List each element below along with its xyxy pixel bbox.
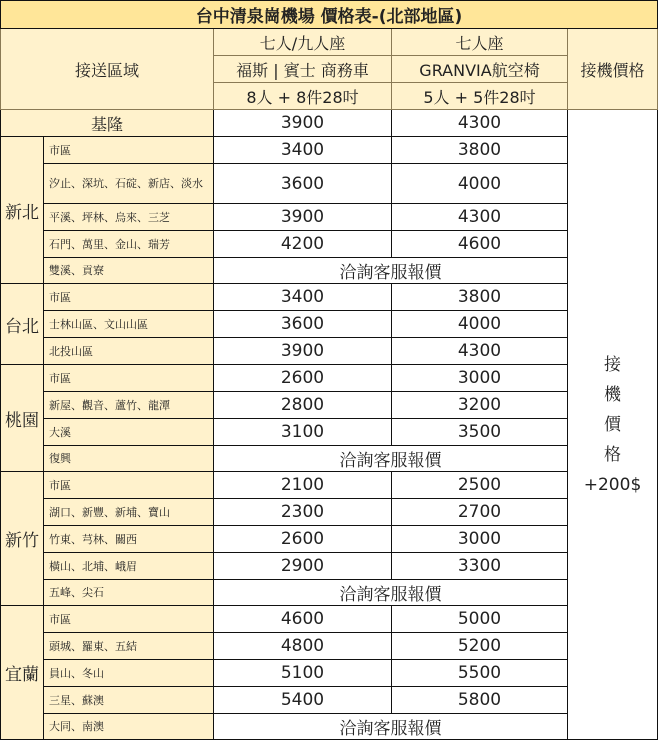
- zone-name: 市區: [44, 606, 214, 633]
- table-row: [1, 553, 658, 580]
- table-row: [1, 258, 658, 284]
- price-b: 5000: [392, 606, 568, 633]
- price-a: 4200: [214, 231, 392, 258]
- vehicle-b-capacity: 5人 + 5件28吋: [392, 83, 568, 110]
- zone-name: 頭城、羅東、五結: [44, 633, 214, 660]
- vehicle-a-model: 福斯 | 賓士 商務車: [214, 56, 392, 83]
- vehicle-b-model: GRANVIA航空椅: [392, 56, 568, 83]
- table-row: [1, 606, 658, 633]
- table-row: [1, 137, 658, 164]
- pickup-note-char: 價: [604, 414, 621, 435]
- pickup-surcharge-note: [568, 110, 658, 740]
- table-row: [1, 110, 658, 137]
- pickup-note-char: 機: [604, 384, 621, 405]
- zone-name: 市區: [44, 284, 214, 311]
- price-a: 2600: [214, 365, 392, 392]
- price-a: 3400: [214, 137, 392, 164]
- price-a: 2800: [214, 392, 392, 419]
- table-row: [1, 164, 658, 204]
- quote-on-request: 洽詢客服報價: [214, 258, 568, 284]
- region-name: 新北: [1, 137, 44, 284]
- price-b: 4300: [392, 204, 568, 231]
- vehicle-b-class: 七人座: [392, 29, 568, 56]
- zone-name: 員山、冬山: [44, 660, 214, 687]
- price-a: 2300: [214, 499, 392, 526]
- zone-name: 石門、萬里、金山、瑞芳: [44, 231, 214, 258]
- zone-name: 士林山區、文山山區: [44, 311, 214, 338]
- price-a: 5400: [214, 687, 392, 714]
- table-row: [1, 633, 658, 660]
- price-b: 3000: [392, 365, 568, 392]
- vehicle-a-capacity: 8人 + 8件28吋: [214, 83, 392, 110]
- region-name: 新竹: [1, 472, 44, 606]
- table-row: [1, 687, 658, 714]
- quote-on-request: 洽詢客服報價: [214, 580, 568, 606]
- price-b: 2500: [392, 472, 568, 499]
- price-a: 2900: [214, 553, 392, 580]
- zone-name: 三星、蘇澳: [44, 687, 214, 714]
- vehicle-a-class: 七人/九人座: [214, 29, 392, 56]
- table-title: 台中清泉崗機場 價格表-(北部地區): [1, 1, 658, 29]
- region-keelung: 基隆: [1, 110, 214, 137]
- price-b: 4000: [392, 311, 568, 338]
- price-a: 3900: [214, 338, 392, 365]
- price-a: 3100: [214, 419, 392, 446]
- price-b: 5200: [392, 633, 568, 660]
- zone-name: 復興: [44, 446, 214, 472]
- price-a: 3400: [214, 284, 392, 311]
- zone-name: 北投山區: [44, 338, 214, 365]
- zone-name: 大溪: [44, 419, 214, 446]
- price-b: 4000: [392, 164, 568, 204]
- pickup-surcharge-amount: +200$: [583, 474, 642, 495]
- area-header: 接送區域: [1, 29, 214, 110]
- table-row: [1, 311, 658, 338]
- quote-on-request: 洽詢客服報價: [214, 446, 568, 472]
- table-row: [1, 714, 658, 740]
- zone-name: 雙溪、貢寮: [44, 258, 214, 284]
- zone-name: 市區: [44, 137, 214, 164]
- price-b: 3000: [392, 526, 568, 553]
- price-a: 2600: [214, 526, 392, 553]
- table-row: [1, 580, 658, 606]
- price-b: 3800: [392, 137, 568, 164]
- table-row: [1, 284, 658, 311]
- price-b: 2700: [392, 499, 568, 526]
- table-row: [1, 660, 658, 687]
- table-row: [1, 365, 658, 392]
- price-b: 4300: [392, 338, 568, 365]
- table-row: [1, 419, 658, 446]
- zone-name: 市區: [44, 365, 214, 392]
- price-b: 3300: [392, 553, 568, 580]
- table-row: [1, 338, 658, 365]
- pickup-price-header: 接機價格: [568, 29, 658, 110]
- price-a: 4600: [214, 606, 392, 633]
- zone-name: 竹東、芎林、關西: [44, 526, 214, 553]
- price-a: 3900: [214, 110, 392, 137]
- quote-on-request: 洽詢客服報價: [214, 714, 568, 740]
- table-row: [1, 231, 658, 258]
- table-row: [1, 446, 658, 472]
- price-a: 2100: [214, 472, 392, 499]
- zone-name: 市區: [44, 472, 214, 499]
- table-row: [1, 526, 658, 553]
- table-row: [1, 499, 658, 526]
- price-a: 3600: [214, 311, 392, 338]
- region-name: 宜蘭: [1, 606, 44, 740]
- price-b: 5500: [392, 660, 568, 687]
- price-b: 3200: [392, 392, 568, 419]
- price-a: 3900: [214, 204, 392, 231]
- price-b: 4300: [392, 110, 568, 137]
- price-b: 5800: [392, 687, 568, 714]
- price-a: 5100: [214, 660, 392, 687]
- zone-name: 大同、南澳: [44, 714, 214, 740]
- zone-name: 平溪、坪林、烏來、三芝: [44, 204, 214, 231]
- table-row: [1, 472, 658, 499]
- zone-name: 汐止、深坑、石碇、新店、淡水: [44, 164, 214, 204]
- price-b: 4600: [392, 231, 568, 258]
- price-b: 3800: [392, 284, 568, 311]
- price-b: 3500: [392, 419, 568, 446]
- zone-name: 五峰、尖石: [44, 580, 214, 606]
- pickup-note-char: 接: [604, 354, 621, 375]
- price-a: 4800: [214, 633, 392, 660]
- region-name: 台北: [1, 284, 44, 365]
- pickup-note-char: 格: [604, 444, 621, 465]
- price-a: 3600: [214, 164, 392, 204]
- table-row: [1, 204, 658, 231]
- zone-name: 湖口、新豐、新埔、寶山: [44, 499, 214, 526]
- region-name: 桃園: [1, 365, 44, 472]
- table-row: [1, 392, 658, 419]
- zone-name: 新屋、觀音、蘆竹、龍潭: [44, 392, 214, 419]
- zone-name: 橫山、北埔、峨眉: [44, 553, 214, 580]
